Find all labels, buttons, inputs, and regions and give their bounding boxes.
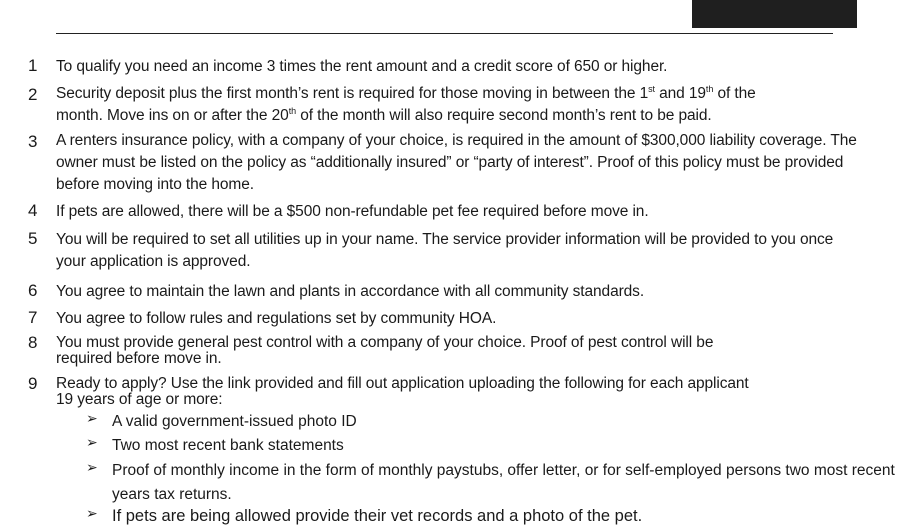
item-number: 7 — [28, 308, 38, 327]
bullet-text: Proof of monthly income in the form of monthly paystubs, offer letter, or for self-employed persons two most recent years tax returns. — [112, 462, 895, 503]
item-text: You agree to follow rules and regulations set by community HOA. — [56, 310, 497, 327]
bullet-text: Two most recent bank statements — [112, 437, 344, 454]
bullet-text: A valid government-issued photo ID — [112, 413, 357, 430]
item-number: 4 — [28, 201, 38, 220]
arrow-bullet-icon: ➢ — [86, 459, 98, 475]
item-text: You will be required to set all utilities up in your name. The service provider information will be provided to you once your application is approved. — [56, 231, 834, 270]
arrow-bullet-icon: ➢ — [86, 434, 98, 450]
item-text: A renters insurance policy, with a company of your choice, is required in the amount of $300,000 liability coverage. The owner must be listed on the policy as “additionally insured” or “party of interest”. Proof of this policy must be provided before moving into the home. — [56, 132, 857, 193]
item-text: To qualify you need an income 3 times the rent amount and a credit score of 650 or higher. — [56, 58, 668, 75]
arrow-bullet-icon: ➢ — [86, 410, 98, 426]
item-text: Ready to apply? Use the link provided and fill out application uploading the following for each applicant 19 years of age or more: — [56, 375, 749, 408]
item-text: If pets are allowed, there will be a $500 non-refundable pet fee required before move in. — [56, 203, 649, 220]
arrow-bullet-icon: ➢ — [86, 505, 98, 521]
item-number: 5 — [28, 229, 38, 248]
item-number: 8 — [28, 333, 38, 352]
bullet-text: If pets are being allowed provide their vet records and a photo of the pet. — [112, 507, 643, 525]
item-number: 3 — [28, 132, 38, 151]
item-number: 2 — [28, 85, 38, 104]
header-rule — [56, 33, 833, 34]
item-number: 6 — [28, 281, 38, 300]
item-number: 1 — [28, 56, 38, 75]
header-bar — [692, 0, 857, 28]
item-text: Security deposit plus the first month’s rent is required for those moving in between the 1st and 19th of the month. Move ins on or after the 20th of the month will also require second month’s rent to be paid. — [56, 84, 756, 124]
item-number: 9 — [28, 374, 38, 393]
item-text: You agree to maintain the lawn and plants in accordance with all community standards. — [56, 283, 645, 300]
item-text: You must provide general pest control with a company of your choice. Proof of pest control will be required before move in. — [56, 334, 714, 367]
